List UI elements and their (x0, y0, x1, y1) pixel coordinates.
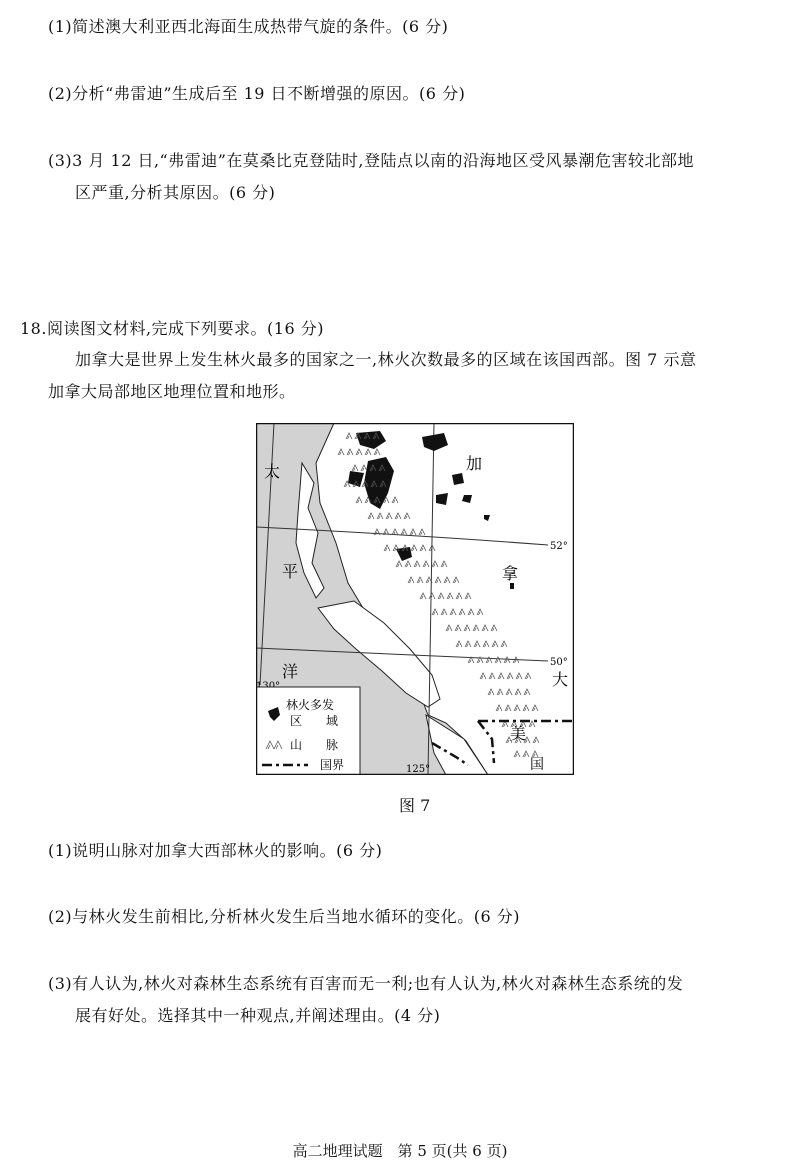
legend-border: 国界 (320, 758, 345, 772)
legend-fire-line2b: 域 (326, 714, 339, 728)
latitude-50-label: 50° (550, 657, 568, 668)
q18-sub1: (1)说明山脉对加拿大西部林火的影响。(6 分) (48, 841, 383, 860)
q18-intro-line2: 加拿大局部地区地理位置和地形。 (48, 382, 296, 401)
map-label-mei: 美 (510, 724, 527, 743)
q18-intro-line1: 加拿大是世界上发生林火最多的国家之一,林火次数最多的区域在该国西部。图 7 示意 (75, 350, 697, 369)
map-label-na: 拿 (502, 564, 519, 583)
q18-sub2: (2)与林火发生前相比,分析林火发生后当地水循环的变化。(6 分) (48, 907, 521, 926)
page-footer: 高二地理试题 第 5 页(共 6 页) (292, 1142, 508, 1160)
map-label-jia: 加 (466, 454, 483, 473)
legend-mountain-a: 山 (290, 738, 303, 752)
q17-sub2: (2)分析“弗雷迪”生成后至 19 日不断增强的原因。(6 分) (48, 84, 466, 103)
map-label-guo: 国 (530, 757, 544, 773)
map-legend (256, 687, 360, 775)
q18-header: 18.阅读图文材料,完成下列要求。(16 分) (20, 319, 324, 338)
legend-fire-line1: 林火多发 (286, 698, 335, 712)
latitude-52-label: 52° (550, 541, 568, 552)
q17-sub3-line1: (3)3 月 12 日,“弗雷迪”在莫桑比克登陆时,登陆点以南的沿海地区受风暴潮危害较北部地 (48, 151, 694, 170)
map-label-tai: 太 (264, 462, 281, 481)
longitude-125-label: 125° (406, 764, 431, 775)
q18-sub3-line2: 展有好处。选择其中一种观点,并阐述理由。(4 分) (75, 1006, 441, 1025)
q18-sub3-line1: (3)有人认为,林火对森林生态系统有百害而无一利;也有人认为,林火对森林生态系统的发 (48, 974, 684, 993)
legend-mountain-b: 脉 (326, 738, 339, 752)
map-label-da: 大 (552, 670, 569, 689)
legend-fire-line2a: 区 (290, 714, 303, 728)
q17-sub1: (1)简述澳大利亚西北海面生成热带气旋的条件。(6 分) (48, 17, 449, 36)
figure-7-map (256, 423, 574, 775)
map-label-yang: 洋 (282, 662, 299, 681)
q17-sub3-line2: 区严重,分析其原因。(6 分) (75, 183, 276, 202)
map-label-ping: 平 (282, 562, 299, 581)
figure-caption: 图 7 (399, 796, 431, 815)
